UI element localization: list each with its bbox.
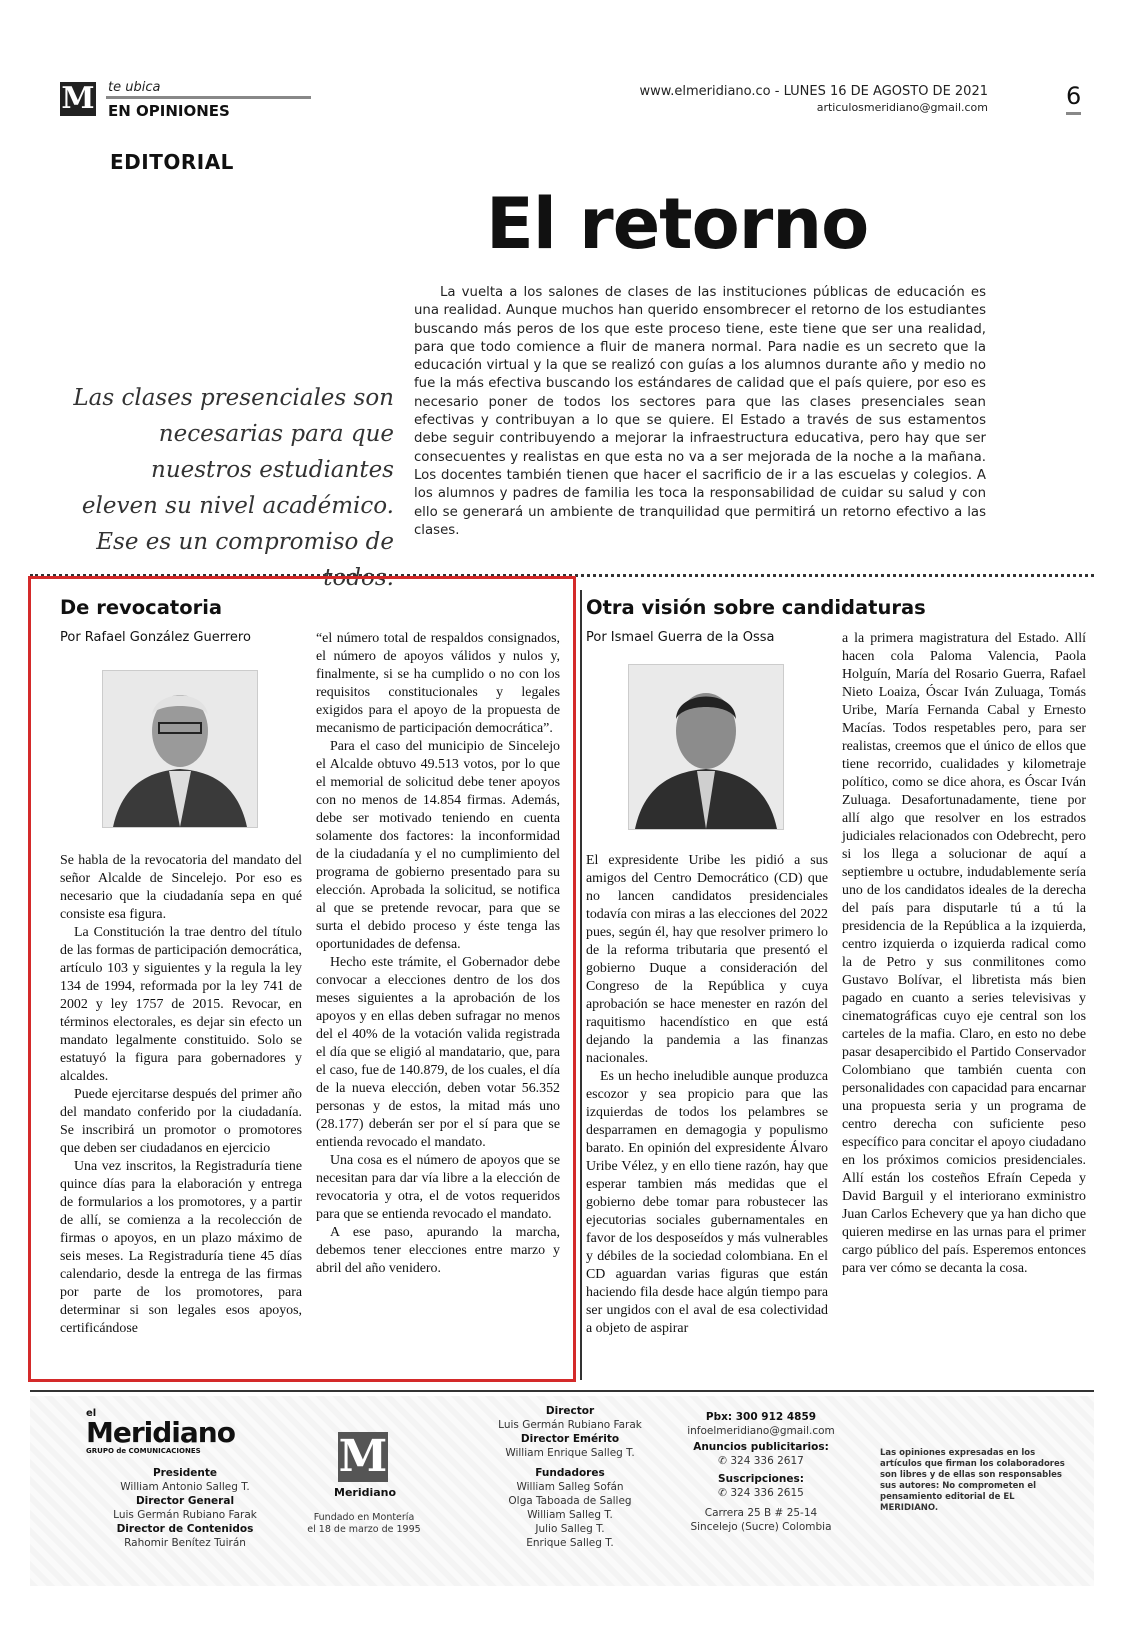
header-section-tag: EN OPINIONES [108,102,230,120]
article1-title: De revocatoria [60,596,223,619]
paragraph: La Constitución la trae dentro del título de las formas de participación democrática, artículo 103 y siguientes y la regula la ley 134 de 1994, reformada por la ley 741 de 2002 y ley 1757 de 2015. Revocar, en términos electorales, es dejar sin efecto un mandato legalmente constituido. Solo se estatuyó la figura para gobernadores y alcaldes. [60,925,302,1084]
value: William Enrique Salleg T. [505,1447,635,1459]
header-tag-small: te ubica [108,80,161,95]
article2-byline: Por Ismael Guerra de la Ossa [586,630,775,645]
ads-phone[interactable]: 324 336 2617 [730,1455,804,1467]
brand-el: el [86,1408,97,1419]
brand-logo [86,1408,235,1455]
phone[interactable]: Pbx: 300 912 4859 [705,1411,817,1423]
address: Carrera 25 B # 25-14 [704,1507,818,1519]
pull-quote: Las clases presenciales son necesarias para que nuestros estudiantes eleven su nivel académico. Ese es un compromiso de todos. [73,385,394,591]
contact-email[interactable]: infoelmeridiano@gmail.com [687,1425,835,1437]
editorial-title: El retorno [486,183,869,265]
value: Olga Taboada de Salleg [508,1495,632,1507]
editorial-body: La vuelta a los salones de clases de las instituciones públicas de educación es una realidad. Aunque muchos han querido ensombrecer el retorno de los estudiantes buscando más peros de los que este proceso tiene, este tiene que ser una realidad, para que todo comience a fluir de manera normal. Para nadie es un secreto que la educación virtual y la que se realizó con guías a los alumnos durante año y medio no fue la más efectiva buscando los estándares de calidad que el país quiere, por eso es necesario poner de todos los sectores para que las clases presenciales sean efectivas y contribuyan a lo que se quiere. El Estado a través de sus estamentos debe seguir contribuyendo a mejorar la infraestructura educativa, pero hay que ser consecuentes y realistas en que esta no va a ser mejorada de la noche a la mañana. Los docentes también tienen que hacer el sacrificio de ir a las escuelas y colegios. A los alumnos y padres de familia les toca la responsabilidad de cuidar su salud y con ello se generará un ambiente de tranquilidad que permitirá un retorno efectivo a las clases. [414,285,986,538]
whatsapp-icon: ✆ [718,1455,727,1467]
logo-text: Meridiano [334,1486,397,1499]
portrait-icon [103,671,257,827]
label: Director de Contenidos [116,1523,254,1535]
brand-group: GRUPO de COMUNICACIONES [86,1447,201,1455]
article2-col2 [842,630,1086,1278]
author-photo-2 [628,664,784,830]
meridiano-logo-icon: M [61,81,95,116]
page-number: 6 [1066,82,1081,115]
paragraph: Es un hecho ineludible aunque produzca escozor y sea propicio para que las izquierdas de todos los pelambres se desparramen en demagogia y populismo barato. En opinión del expresidente Álvaro Uribe Vélez, y en ello tiene razón, hay que esperar tambien más medidas que el gobierno debe tomar para robustecer las ejecutorias sociales gubernamentales en favor de los desposeídos y más vulnerables y débiles de la sociedad colombiana. En el CD aguardan varias figuras que están haciendo fila desde hace algún tiempo para ser ungidos con el aval de esa colectividad a objeto de aspirar [586,1069,828,1336]
header-email[interactable]: articulosmeridiano@gmail.com [816,101,988,114]
value: William Salleg Sofán [516,1481,624,1493]
label: Director Emérito [520,1433,620,1445]
article2-col1 [586,852,828,1338]
meridiano-m-icon: M [338,1431,388,1482]
section-label: EDITORIAL [110,150,234,174]
disclaimer: Las opiniones expresadas en los artículos que firman los colaboradores son libres y de ellas son responsables sus autores: No comprometen el pensamiento editorial de EL MERIDIANO. [880,1448,1065,1513]
whatsapp-icon: ✆ [718,1487,727,1499]
label: Fundadores [535,1467,605,1479]
site-date[interactable]: www.elmeridiano.co - LUNES 16 DE AGOSTO DE 2021 [639,84,988,99]
footer-contact [676,1410,846,1534]
paragraph: Se habla de la revocatoria del mandato del señor Alcalde de Sincelejo. Por eso es necesario que la ciudadanía sepa en qué consiste esa figura. [60,853,302,922]
paragraph: a la primera magistratura del Estado. Allí hacen cola Paloma Valencia, Paola Holguín, María del Rosario Guerra, Rafael Nieto Loaiza, Óscar Iván Zuluaga, Tomás Uribe, María Fernanda Cabal y Ernesto Macías. Todos respetables pero, para ser realistas, creemos que el único de ellos que tiene recorrido, cualidades y kilometraje político, como se dice ahora, es Óscar Iván Zuluaga. Desafortunadamente, tiene por allí algo que resolver en los estrados judiciales relacionados con Odebrecht, pero si los llega a solucionar de aquí a septiembre u octubre, indudablemente sería uno de los candidatos ideales de la derecha del país para disputarle tú a tú la presidencia de la República a la izquierda, centro izquierda o izquierda radical como la de Petro y sus conmilitones como Gustavo Bolívar, el libretista más bien pagado en cuanto a series televisivas y cinematográficas cuyo eje central son los carteles de la mafia. Claro, en esto no debe pasar desapercibido el Partido Conservador Colombiano que también cuenta con personalidades con capacidad para encarnar una propuesta seria y un programa de centro derecha con suficiente peso específico para concitar el apoyo ciudadano en los próximos comicios presidenciales. Allí están los costeños Efraín Cepeda y David Barguil y el interiorano exministro Juan Carlos Echevery que ya han dicho que quieren medirse en las urnas para el primer cargo público del país. Esperemos entonces para ver cómo se decanta la cosa. [842,631,1086,1276]
paragraph: Una vez inscritos, la Registraduría tiene quince días para la elaboración y entrega de formularios a los promotores, y a partir de allí, se comienza a la recolección de firmas o apoyos, en un plazo máximo de seis meses. La Registraduría tiene 45 días calendario, desde la entrega de las firmas por parte de los promotores, para determinar si son legales esos apoyos, certificándose [60,1159,302,1336]
label: Director General [135,1495,235,1507]
paragraph: “el número total de respaldos consignados, el número de apoyos válidos y nulos y, finalmente, si se ha cumplido o no con los requisitos constitucionales y legales exigidos para el apoyo de la propuesta de mecanismo de participación democrática”. [316,631,560,736]
footer-staff [70,1466,300,1550]
column-rule [580,590,582,1380]
value: William Salleg T. [527,1509,613,1521]
value: William Antonio Salleg T. [120,1481,250,1493]
paragraph: Puede ejercitarse después del primer año del mandato conferido por la ciudadanía. Se inscribirá un promotor o promotores que deben ser ciudadanos en ejercicio [60,1087,302,1156]
article1-byline: Por Rafael González Guerrero [60,630,251,645]
paragraph: Hecho este trámite, el Gobernador debe convocar a elecciones dentro de los dos meses siguientes a la aprobación de los apoyos y en ellas deben sufragar no menos del el 40% de la votación valida registrada el día que se eligió al mandatario, que, para el caso, fue de 140.879, de los cuales, el día de la nueva elección, deben votar 56.352 personas y de estos, la mitad más uno (28.177) deberán ser por el sí para que se entienda revocado el mandato. [316,955,560,1150]
label: Director [545,1405,595,1417]
founded-info [296,1512,432,1536]
value: Luis Germán Rubiano Farak [498,1419,642,1431]
value: Luis Germán Rubiano Farak [113,1509,257,1521]
value: el 18 de marzo de 1995 [307,1524,421,1535]
label: Presidente [152,1467,218,1479]
article1-col1 [60,852,302,1338]
author-photo-1 [102,670,258,828]
article1-col2 [316,630,560,1278]
subs-phone[interactable]: 324 336 2615 [730,1487,804,1499]
paragraph: El expresidente Uribe les pidió a sus amigos del Centro Democrático (CD) que no lancen candidatos presidenciales todavía con miras a las elecciones del 2022 pues, según él, hay que resolver primero lo de la reforma tributaria que presentó el gobierno Duque a consideración del Congreso de la República y cuya aprobación se hace menester en razón del raquitismo hacendístico en que está dejando la pandemia a las finanzas nacionales. [586,853,828,1066]
value: Julio Salleg T. [535,1523,605,1535]
footer-directors [470,1404,670,1550]
header-divider [106,96,311,99]
city: Sincelejo (Sucre) Colombia [690,1521,832,1533]
header-info [640,84,988,114]
paragraph: Una cosa es el número de apoyos que se necesitan para dar vía libre a la elección de revocatoria y otra, el de votos requeridos para que se entienda revocado el mandato. [316,1153,560,1222]
brand-name: Meridiano [86,1416,235,1449]
label: Anuncios publicitarios: [693,1441,829,1453]
value: Rahomir Benítez Tuirán [124,1537,246,1549]
portrait-icon [629,665,783,829]
paragraph: Para el caso del municipio de Sincelejo el Alcalde obtuvo 49.513 votos, por lo que el memorial de solicitud debe tener apoyos con no menos de 14.854 firmas. Además, debe ser motivado teniendo en cuenta solamente dos factores: la inconformidad de la ciudadanía y el no cumplimiento del programa de gobierno presentado para su elección. Aprobada la solicitud, se notifica al que se pretende revocar, para que se surta el debido proceso y éste tenga las oportunidades de defensa. [316,739,560,952]
value: Enrique Salleg T. [526,1537,614,1549]
footer-rule [30,1390,1094,1392]
paragraph: A ese paso, apurando la marcha, debemos tener elecciones entre marzo y abril del año venidero. [316,1225,560,1276]
value: Fundado en Montería [313,1512,415,1523]
article2-title: Otra visión sobre candidaturas [586,596,926,619]
label: Suscripciones: [718,1473,804,1485]
